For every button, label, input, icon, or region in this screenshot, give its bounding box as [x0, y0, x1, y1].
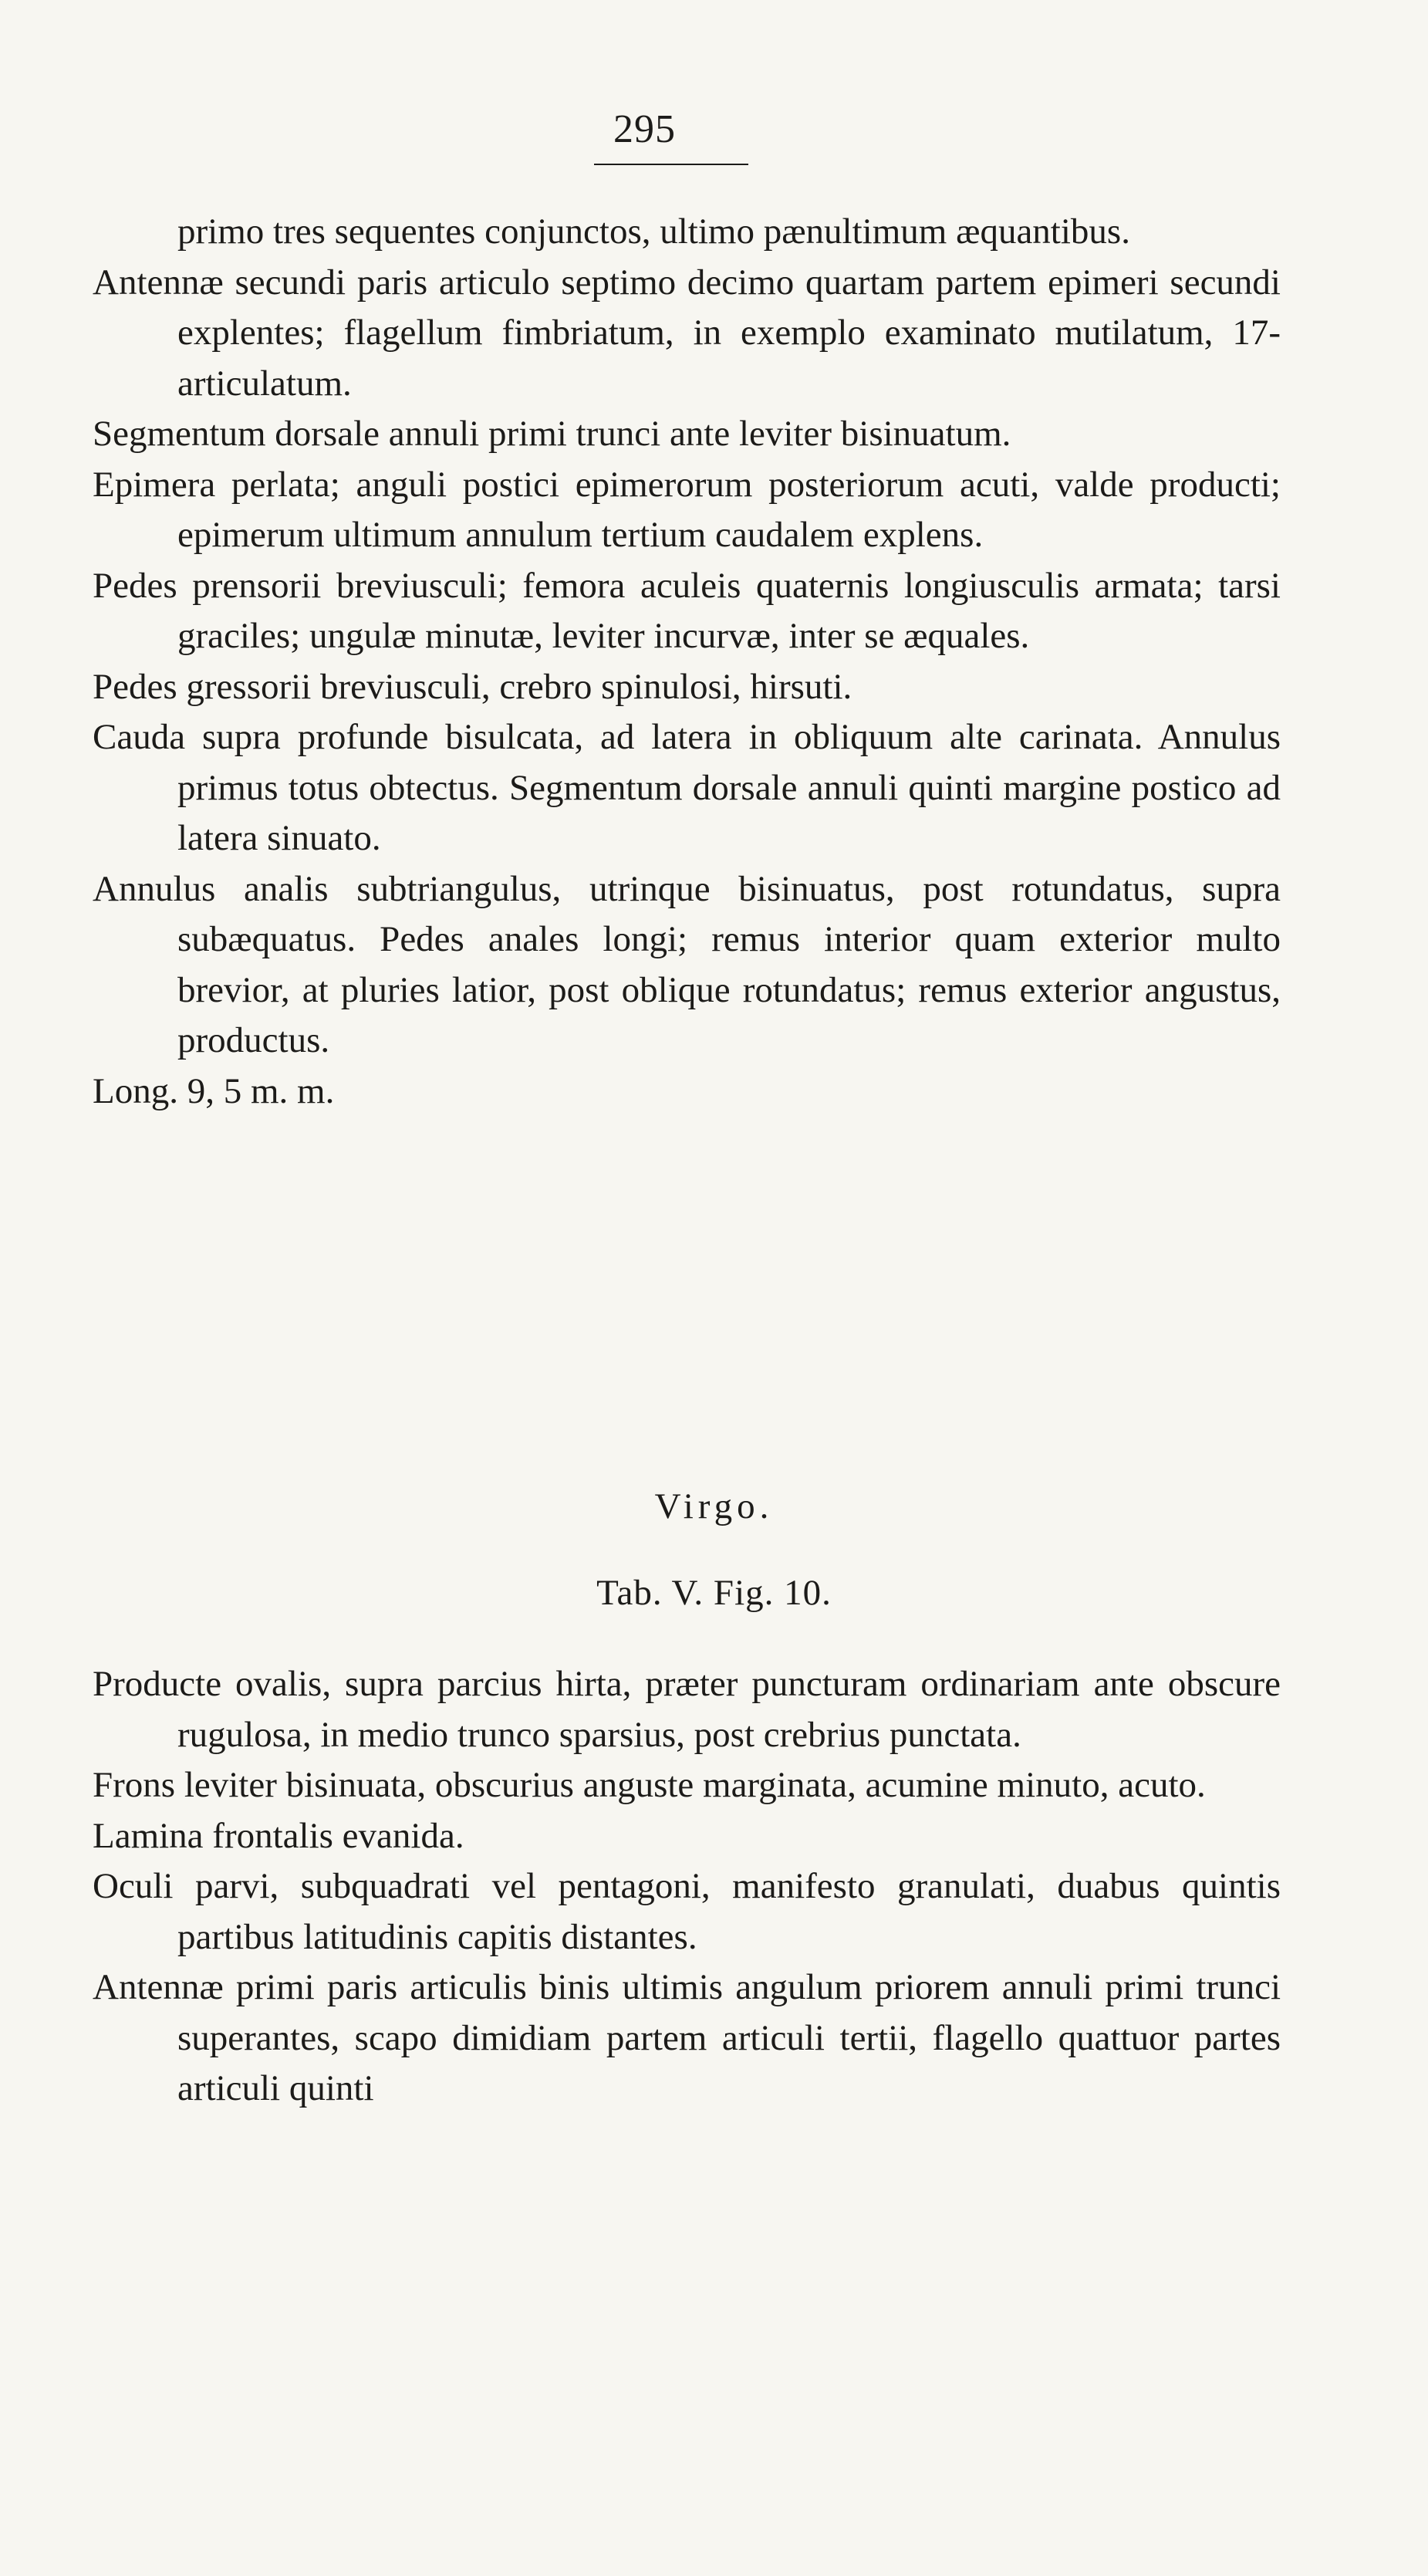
- paragraph-frons: Frons leviter bisinuata, obscurius anguste marginata, acumine minuto, acuto.: [93, 1765, 1206, 1805]
- description-female: [93, 1659, 1281, 2115]
- paragraph-oculi: Oculi parvi, subquadrati vel pentagoni, manifesto granulati, duabus quintis partibus latitudinis capitis distantes.: [93, 1866, 1281, 1957]
- description-male-continued: [93, 207, 1281, 1117]
- paragraph-antennae-first-pair: Antennæ primi paris articulis binis ultimis angulum priorem annuli primi trunci superantes, scapo dimidiam partem articuli tertii, flagello quattuor partes articuli quinti: [93, 1967, 1281, 2108]
- paragraph-pedes-prensorii: Pedes prensorii breviusculi; femora aculeis quaternis longiusculis armata; tarsi graciles; ungulæ minutæ, leviter incurvæ, inter se æquales.: [93, 565, 1281, 656]
- page-number-rule: [594, 164, 748, 165]
- paragraph-antennae-second-pair: Antennæ secundi paris articulo septimo decimo quartam partem epimeri secundi explentes; flagellum fimbriatum, in exemplo examinato mutilatum, 17-articulatum.: [93, 262, 1281, 404]
- paragraph-annulus-analis: Annulus analis subtriangulus, utrinque bisinuatus, post rotundatus, supra subæquatus. Pedes anales longi; remus interior quam exterior multo brevior, at pluries latior, post oblique rotundatus; remus exterior angustus, productus.: [93, 868, 1281, 1060]
- paragraph-lamina-frontalis: Lamina frontalis evanida.: [93, 1815, 464, 1856]
- paragraph-continuation: primo tres sequentes conjunctos, ultimo pænultimum æquantibus.: [177, 211, 1130, 252]
- heading-plate-reference: Tab. V. Fig. 10.: [596, 1573, 832, 1613]
- paragraph-longitudo: Long. 9, 5 m. m.: [93, 1070, 335, 1111]
- paragraph-forma: Producte ovalis, supra parcius hirta, præter puncturam ordinariam ante obscure rugulosa, in medio trunco sparsius, post crebrius punctata.: [93, 1664, 1281, 1755]
- paragraph-epimera: Epimera perlata; anguli postici epimerorum posteriorum acuti, valde producti; epimerum ultimum annulum tertium caudalem explens.: [93, 464, 1281, 555]
- heading-virgo: Virgo.: [654, 1486, 774, 1526]
- paragraph-pedes-gressorii: Pedes gressorii breviusculi, crebro spinulosi, hirsuti.: [93, 666, 852, 707]
- paragraph-cauda: Cauda supra profunde bisulcata, ad latera in obliquum alte carinata. Annulus primus totus obtectus. Segmentum dorsale annuli quinti margine postico ad latera sinuato.: [93, 717, 1281, 858]
- paragraph-segmentum-dorsale: Segmentum dorsale annuli primi trunci ante leviter bisinuatum.: [93, 414, 1011, 454]
- page-number: 295: [613, 107, 676, 151]
